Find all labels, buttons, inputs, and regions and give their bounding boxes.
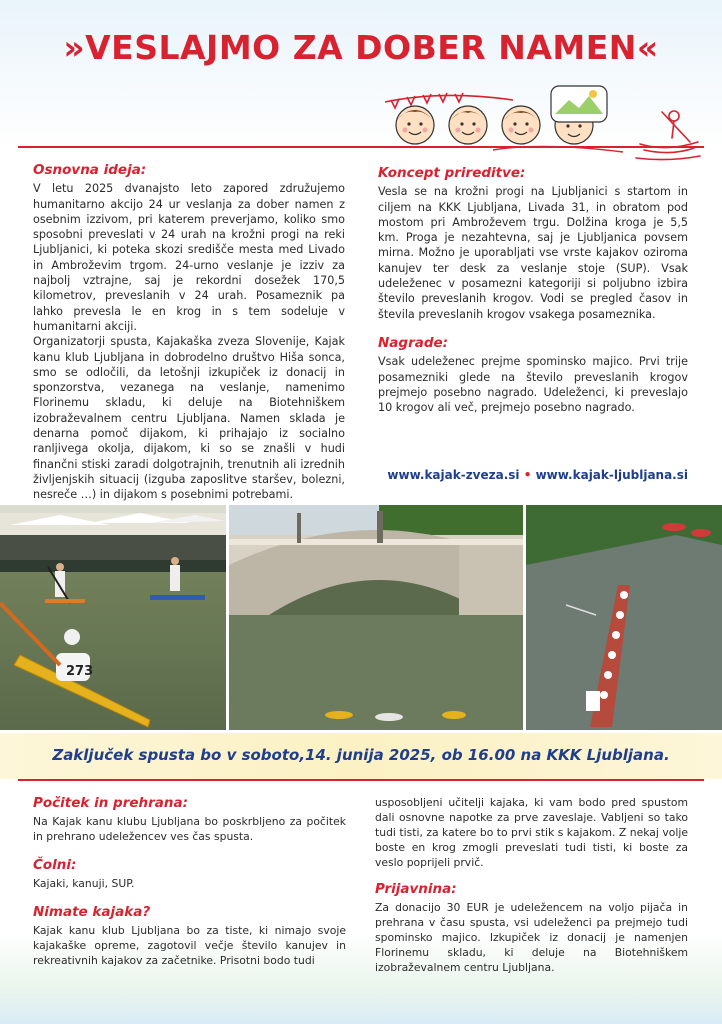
koncept-text: Vesla se na krožni progi na Ljubljanici s startom in ciljem na KKK Ljubljana, Livada 31, in obratom pod mostom pri Ambroževem trgu. Dolžina kroga je 5,5 km. Proga je nezahtevna, saj je Ljubljanica povsem mirna. Možno je uporabljati vse vrste kajakov oziroma kanujev ter desk za veslanje stoje (SUP). Vsak udeleženec v posamezni kategoriji si poljubno izbira število preveslanih krogov. Vodi se pregled časov in števila preveslanih krogov vsakega posameznika. (378, 185, 688, 321)
osnovna-ideja-text-2: Organizatorji spusta, Kajakaška zveza Slovenije, Kajak kanu klub Ljubljana in dobrodelno društvo Hiša sonca, smo se odločili, da letošnji izkupiček iz donacij in sponzorstva, vezanega na veslanje, namenimo Florinemu skladu, ki deluje na Biotehniškem izobraževalnem centru Ljubljana. Namen sklada je denarna pomoč dijakom, ki prihajajo iz socialno ranljivega okolja, dijakom, ki so se znašli v hudi finančni stiski zaradi dolgotrajnih, trenutnih ali izrednih življenjskih situacij (izguba zaposlitve staršev, bolezni, nesreče …) in dijakom s posebnimi potrebami. (33, 335, 345, 502)
nimate-kajaka-text: Kajak kanu klub Ljubljana bo za tiste, ki nimajo svoje kajakaške opreme, zagotovil večje število kanujev in rekreativnih kajakov za začetnike. Prisotni bodo tudi (33, 924, 346, 967)
website-links (378, 468, 688, 482)
photo-dragon-bridge (229, 505, 523, 730)
link-kajak-ljubljana[interactable]: www.kajak-ljubljana.si (535, 468, 688, 482)
koncept-heading: Koncept prireditve: (378, 165, 526, 181)
closing-event-text: Zaključek spusta bo v soboto,14. junija 2025, ob 16.00 na KKK Ljubljana. (52, 746, 670, 764)
page-title: »VESLAJMO ZA DOBER NAMEN« (63, 28, 659, 67)
colni-heading: Čolni: (33, 857, 77, 873)
link-kajak-zveza[interactable]: www.kajak-zveza.si (387, 468, 520, 482)
closing-event-banner (0, 733, 722, 779)
nimate-kajaka-heading: Nimate kajaka? (33, 904, 151, 920)
pocitek-text: Na Kajak kanu klubu Ljubljana bo poskrbljeno za počitek in prehrano udeležencev ves čas spusta. (33, 815, 346, 843)
pocitek-heading: Počitek in prehrana: (33, 795, 188, 811)
nagrade-heading: Nagrade: (378, 334, 449, 351)
nagrade-text: Vsak udeleženec prejme spominsko majico. Prvi trije posamezniki glede na število preveslanih krogov prejmejo posebno nagrado. Udeleženci, ki preveslajo 10 krogov ali več, prejmejo posebno nagrado. (378, 355, 688, 415)
bib-number: 273 (66, 664, 94, 679)
link-separator: • (519, 468, 536, 482)
header-divider (18, 146, 704, 148)
photo-river-paddlers (0, 505, 226, 730)
kayaker-icon (632, 104, 702, 164)
prijavnina-text: Za donacijo 30 EUR je udeležencem na voljo pijača in prehrana v času spusta, vsi udeleženci pa prejmejo tudi spominsko majico. Izkupiček iz donacij je namenjen Florinemu skladu, ki deluje na Biotehniškem izobraževalnem centru Ljubljana. (375, 901, 688, 974)
right-top-column (378, 166, 688, 415)
photo-strip (0, 505, 722, 730)
osnovna-ideja-text-1: V letu 2025 dvanajsto leto zapored združujemo humanitarno akcijo 24 ur veslanja za dober namen z osebnim izzivom, pri katerem preverjamo, koliko smo sposobni preveslati v 24 urah na krožni progi na reki Ljubljanici, ki poteka skozi središče mesta med Livado in Ambroževim trgom. 24-urno veslanje je izziv za najbolj vztrajne, saj je rekordni dosežek 170,5 kilometrov, preveslanih v 24 urah. Posameznik pa lahko prevesla le en krog in s tem sodeluje v humanitarni akciji. (33, 182, 345, 333)
prijavnina-heading: Prijavnina: (375, 881, 457, 897)
banner-divider (18, 779, 704, 781)
left-bottom-column (33, 796, 346, 968)
nimate-kajaka-continued: usposobljeni učitelji kajaka, ki vam bodo pred spustom dali osnovne napotke za prve zaveslaje. Vabljeni so tako tudi tisti, za katere bo to prvi stik s kajakom. Z nekaj volje boste en krog zmogli preveslati tudi tisti, ki boste za veslo poprijeli prvič. (375, 796, 688, 869)
photo-canoe-team (526, 505, 722, 730)
right-bottom-column (375, 795, 688, 975)
colni-text: Kajaki, kanuji, SUP. (33, 877, 135, 890)
osnovna-ideja-heading: Osnovna ideja: (33, 162, 147, 178)
left-top-column (33, 163, 345, 503)
